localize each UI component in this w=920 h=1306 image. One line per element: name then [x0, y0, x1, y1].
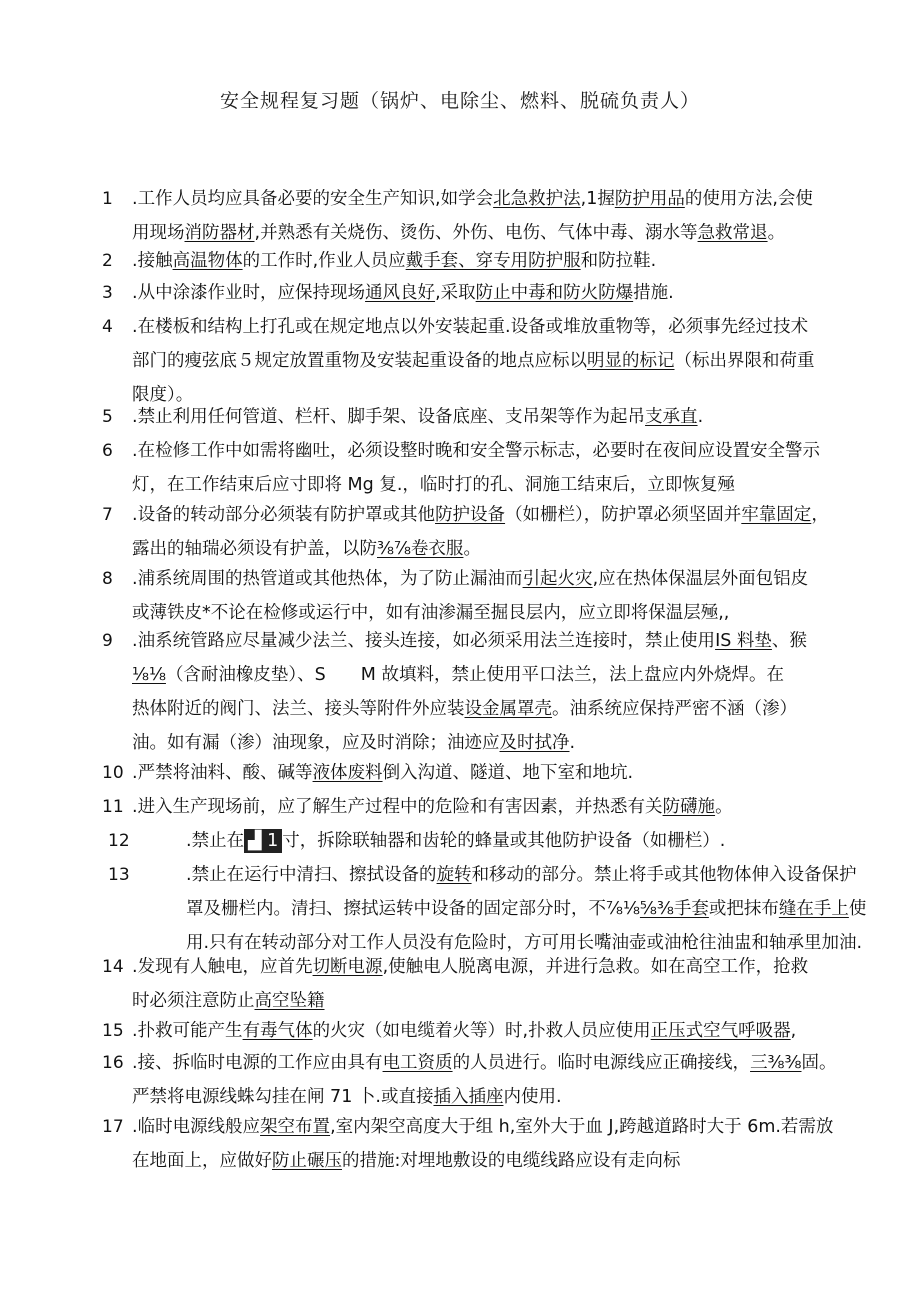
text-line: [132, 950, 914, 984]
text-run: 的工作时,作业人员应: [242, 251, 406, 271]
underlined-answer: 高空坠籍: [254, 991, 325, 1011]
underlined-answer: 切断电源: [312, 957, 383, 977]
text-line: [186, 892, 906, 926]
text-line: [132, 1046, 914, 1080]
underlined-answer: 设金属罩壳: [464, 699, 552, 719]
underlined-answer: 戴手套、穿专用防护服: [405, 251, 581, 271]
underlined-answer: 高温物体: [172, 251, 243, 271]
text-run: 严禁将电源线蛛勾挂在闸 71 卜.或直接: [132, 1087, 434, 1107]
question-number: 2: [102, 251, 113, 271]
question-text: [132, 1046, 914, 1114]
underlined-answer: 防止碾压: [272, 1151, 342, 1171]
question-number: 16: [102, 1053, 124, 1073]
text-run: .从中涂漆作业时，应保持现场: [132, 283, 366, 303]
text-run: .进入生产现场前，应了解生产过程中的危险和有害因素，并热悉有关: [132, 797, 663, 817]
question-number: 6: [102, 441, 113, 461]
text-run: （如栅栏），防护罩必须坚固并: [505, 505, 742, 525]
underlined-answer: 牢靠固定: [741, 505, 812, 525]
text-run: 。: [463, 539, 481, 559]
underlined-answer: 液体废料: [312, 763, 383, 783]
text-run: 用.只有在转动部分对工作人员没有危险时，方可用长嘴油壶或油枪往油盅和轴承里加油.: [186, 933, 863, 953]
text-run: 的措施:对埋地敷设的电缆线路应设有走向标: [342, 1151, 681, 1171]
text-run: 时必须注意防止: [132, 991, 255, 1011]
question-text: [132, 244, 914, 278]
text-line: [132, 1144, 914, 1178]
question-text: [132, 790, 914, 824]
text-run: .设备的转动部分必须装有防护罩或其他: [132, 505, 436, 525]
question-text: [132, 950, 914, 1018]
question-text: [132, 310, 914, 412]
text-run: 热体附近的阀门、法兰、接头等附件外应装: [132, 699, 465, 719]
text-line: [132, 310, 914, 344]
text-run: .严禁将油料、酸、碱等: [132, 763, 313, 783]
underlined-answer: 防礴施: [662, 797, 716, 817]
text-line: [132, 276, 914, 310]
underlined-answer: 插入插座: [433, 1087, 504, 1107]
text-run: 和移动的部分。禁止将手或其他物体伸入设备保护: [471, 865, 857, 885]
text-run: .: [697, 407, 704, 427]
text-run: ,并熟悉有关烧伤、烫伤、外伤、电伤、气体中毒、溺水等: [254, 223, 698, 243]
text-run: 部门的瘦弦底５规定放置重物及安装起重设备的地点应标以: [132, 351, 587, 371]
text-run: 。: [767, 223, 786, 243]
text-line: [132, 244, 914, 278]
page-title: 安全规程复习题（锅炉、电除尘、燃料、脱硫负责人）: [219, 90, 700, 112]
text-line: [132, 344, 914, 378]
underlined-answer: 防止中毒和防火防爆: [475, 283, 634, 303]
text-line: [132, 532, 914, 566]
question-number: 13: [108, 865, 130, 885]
underlined-answer: 支承直: [645, 407, 698, 427]
question-number: 17: [102, 1117, 124, 1137]
text-run: 。: [715, 797, 733, 817]
question-text: [132, 400, 914, 434]
text-line: [132, 790, 914, 824]
text-run: ,: [790, 1021, 797, 1041]
text-run: .接、拆临时电源的工作应由具有: [132, 1053, 383, 1073]
text-run: ,室内架空高度大于组 h,室外大于血 J,跨越道路时大于 6m.若需放: [330, 1117, 834, 1137]
question-text: [132, 276, 914, 310]
underlined-answer: 正压式空气呼吸器: [650, 1021, 791, 1041]
text-line: [132, 624, 914, 658]
text-line: [132, 434, 914, 468]
question-number: 5: [102, 407, 113, 427]
text-run: .油系统管路应尽量减少法兰、接头连接，如必须采用法兰连接时，禁止使用: [132, 631, 716, 651]
underlined-answer: 电工资质: [382, 1053, 453, 1073]
underlined-answer: 北急救护法: [493, 189, 581, 209]
underlined-answer: ⅜⅞卷衣服: [377, 539, 464, 559]
text-line: [186, 824, 906, 858]
text-run: .禁止在: [186, 831, 245, 851]
text-line: [132, 400, 914, 434]
question-text: [132, 624, 914, 760]
question-number: 9: [102, 631, 113, 651]
question-number: 3: [102, 283, 113, 303]
text-run: ,采取: [435, 283, 476, 303]
question-number: 1: [102, 189, 113, 209]
text-line: [132, 756, 914, 790]
question-number: 8: [102, 569, 113, 589]
question-number: 14: [102, 957, 124, 977]
text-run: ,使触电人脱离电源，并进行急救。如在高空工作，抢救: [382, 957, 809, 977]
text-run: .临时电源线般应: [132, 1117, 261, 1137]
text-run: 措施.: [633, 283, 674, 303]
text-run: 倒入沟道、隧道、地下室和地坑.: [382, 763, 634, 783]
text-run: 油。如有漏（渗）油现象，应及时消除；油迹应: [132, 733, 500, 753]
text-run: 使: [848, 899, 867, 919]
text-run: .在楼板和结构上打孔或在规定地点以外安装起重.设备或堆放重物等，必须事先经过技术: [132, 317, 809, 337]
text-line: [132, 658, 914, 692]
text-run: .: [569, 733, 576, 753]
text-run: .工作人员均应具备必要的安全生产知识,如学会: [132, 189, 494, 209]
text-run: 的火灾（如电缆着火等）时,扑救人员应使用: [312, 1021, 651, 1041]
text-run: .禁止利用任何管道、栏杆、脚手架、设备底座、支吊架等作为起吊: [132, 407, 646, 427]
text-run: 或把抹布: [708, 899, 779, 919]
text-line: [132, 1080, 914, 1114]
text-run: .扑救可能产生: [132, 1021, 243, 1041]
underlined-answer: 有毒气体: [242, 1021, 313, 1041]
text-run: .浦系统周围的热管道或其他热体，为了防止漏油而: [132, 569, 523, 589]
text-line: [186, 858, 906, 892]
question-text: [186, 824, 906, 858]
text-run: ,应在热体保温层外面包铝皮: [592, 569, 809, 589]
underlined-answer: 引起火灾: [522, 569, 593, 589]
text-run: 罩及栅栏内。清扫、擦拭运转中设备的固定部分时，不⅞⅛: [186, 899, 640, 919]
underlined-answer: 防护用品: [614, 189, 685, 209]
text-line: [132, 1014, 914, 1048]
question-text: [132, 1014, 914, 1048]
text-line: [132, 498, 914, 532]
underlined-answer: 急救常退: [697, 223, 768, 243]
underlined-answer: 及时拭净: [499, 733, 570, 753]
question-number: 4: [102, 317, 113, 337]
redaction-block: ▟ 1: [244, 829, 282, 853]
underlined-answer: 防护设备: [435, 505, 506, 525]
text-line: [132, 562, 914, 596]
underlined-answer: 三⅜⅜: [750, 1053, 802, 1073]
text-run: .在检修工作中如需将幽吐，必须设整时晚和安全警示标志，必要时在夜间应设置安全警示: [132, 441, 821, 461]
text-run: 用现场: [132, 223, 185, 243]
question-text: [132, 562, 914, 630]
text-run: .禁止在运行中清扫、擦拭设备的: [186, 865, 437, 885]
text-run: 。油系统应保持严密不涵（渗）: [552, 699, 797, 719]
underlined-answer: 缝在手上: [778, 899, 849, 919]
text-line: [132, 1110, 914, 1144]
underlined-answer: 消防器材: [184, 223, 255, 243]
question-text: [132, 756, 914, 790]
text-run: .发现有人触电，应首先: [132, 957, 313, 977]
text-line: [132, 984, 914, 1018]
text-line: [132, 468, 914, 502]
underlined-answer: ⅝⅜手套: [639, 899, 709, 919]
underlined-answer: 旋转: [436, 865, 472, 885]
underlined-answer: 架空布置: [260, 1117, 331, 1137]
underlined-answer: ⅛⅛: [132, 665, 166, 685]
text-run: 或薄铁皮*不论在检修或运行中，如有油渗漏至掘艮层内，应立即将保温层殛,,: [132, 603, 730, 623]
question-number: 11: [102, 797, 124, 817]
text-run: ，: [811, 505, 829, 525]
question-text: [186, 858, 906, 960]
question-text: [132, 498, 914, 566]
text-run: .接触: [132, 251, 173, 271]
text-run: 在地面上，应做好: [132, 1151, 272, 1171]
text-run: 的人员进行。临时电源线应正确接线，: [452, 1053, 751, 1073]
text-run: 内使用.: [503, 1087, 562, 1107]
question-text: [132, 434, 914, 502]
text-run: 的使用方法,会使: [684, 189, 813, 209]
question-text: [132, 182, 914, 250]
underlined-answer: IS 料垫: [715, 631, 772, 651]
text-run: 固。: [801, 1053, 837, 1073]
question-number: 7: [102, 505, 113, 525]
text-run: 露出的轴瑞必须设有护盖，以防: [132, 539, 377, 559]
text-run: （含耐油橡皮垫）、S M 故填料，禁止使用平口法兰，法上盘应内外烧焊。在: [165, 665, 784, 685]
text-run: ,1握: [580, 189, 615, 209]
text-line: [132, 692, 914, 726]
text-run: （标出界限和荷重: [674, 351, 815, 371]
text-run: 和防拉鞋.: [580, 251, 657, 271]
text-line: [132, 726, 914, 760]
text-run: 寸，拆除联轴器和齿轮的蜂量或其他防护设备（如栅栏）.: [282, 831, 726, 851]
text-run: 、猴: [771, 631, 807, 651]
question-text: [132, 1110, 914, 1178]
text-line: [132, 182, 914, 216]
text-run: 灯，在工作结束后应寸即将 Mg 复.，临时打的孔、洞施工结束后，立即恢复殛: [132, 475, 735, 495]
question-number: 10: [102, 763, 124, 783]
text-run: 限度）。: [132, 385, 194, 405]
underlined-answer: 通风良好: [365, 283, 436, 303]
question-number: 15: [102, 1021, 124, 1041]
underlined-answer: 明显的标记: [587, 351, 675, 371]
question-number: 12: [108, 831, 130, 851]
